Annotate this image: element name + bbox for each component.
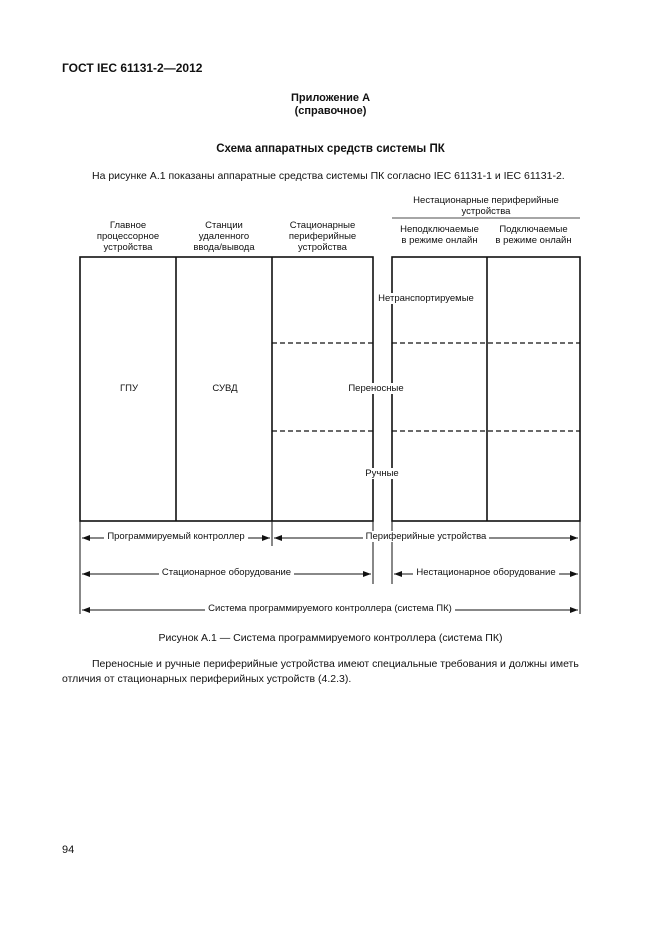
- row-label-wrap: [272, 293, 580, 304]
- span-label-stationary: Стационарное оборудование: [159, 567, 294, 578]
- figure-caption: Рисунок А.1 — Система программируемого контроллера (система ПК): [158, 632, 503, 644]
- span-label-wrap: [80, 603, 580, 614]
- column-header-line: удаленного: [198, 231, 250, 242]
- group-header: [392, 195, 580, 217]
- column-header-line: процессорное: [96, 231, 160, 242]
- group-header-line-1: Нестационарные периферийные: [413, 195, 559, 206]
- body-paragraph: Переносные и ручные периферийные устройства имеют специальные требования и должны иметь отличия от стационарных периферийных устройств (4.2.3).: [62, 658, 579, 685]
- column-header-line: Подключаемые: [499, 224, 568, 235]
- section-title: Схема аппаратных средств системы ПК: [216, 143, 445, 155]
- column-header-stationary-peripherals: [272, 220, 373, 253]
- row-label-wrap: [272, 383, 480, 394]
- span-label-system: Система программируемого контроллера (система ПК): [205, 603, 455, 614]
- column-header-line: Неподключаемые: [400, 224, 479, 235]
- row-label-wrap: [272, 468, 492, 479]
- span-label-wrap: [272, 531, 580, 542]
- row-label-handheld: Ручные: [365, 468, 399, 479]
- column-header-offline: [392, 224, 487, 246]
- page-number: 94: [62, 844, 75, 856]
- column-header-online: [487, 224, 580, 246]
- intro-text: На рисунке А.1 показаны аппаратные средства системы ПК согласно IEC 61131-1 и IEC 61131-2.: [92, 170, 565, 182]
- column-header-line: Главное: [109, 220, 147, 231]
- span-label-peripherals: Периферийные устройства: [363, 531, 490, 542]
- group-header-line-2: устройства: [461, 206, 511, 217]
- column-header-line: в режиме онлайн: [401, 235, 478, 246]
- span-label-wrap: [80, 531, 272, 542]
- column-header-line: устройства: [103, 242, 153, 253]
- row-label-non-transportable: Нетранспортируемые: [378, 293, 474, 304]
- cell-cpu: ГПУ: [119, 383, 138, 394]
- appendix-subtitle: (справочное): [294, 105, 367, 117]
- column-header-remote-io: [176, 220, 272, 253]
- column-header-line: Стационарные: [289, 220, 356, 231]
- row-label-portable: Переносные: [348, 383, 404, 394]
- column-header-line: периферийные: [288, 231, 357, 242]
- appendix-title: Приложение А: [290, 92, 371, 104]
- span-label-nonstationary: Нестационарное оборудование: [413, 567, 558, 578]
- column-header-cpu: [80, 220, 176, 253]
- span-label-wrap: [392, 567, 580, 578]
- span-label-plc: Программируемый контроллер: [104, 531, 247, 542]
- column-header-line: ввода/вывода: [193, 242, 255, 253]
- column-header-line: устройства: [298, 242, 347, 253]
- span-label-wrap: [80, 567, 373, 578]
- column-header-line: в режиме онлайн: [495, 235, 572, 246]
- document-header: ГОСТ IEC 61131-2—2012: [62, 61, 203, 75]
- cell-remote-io: СУВД: [212, 383, 238, 394]
- column-header-line: Станции: [205, 220, 243, 231]
